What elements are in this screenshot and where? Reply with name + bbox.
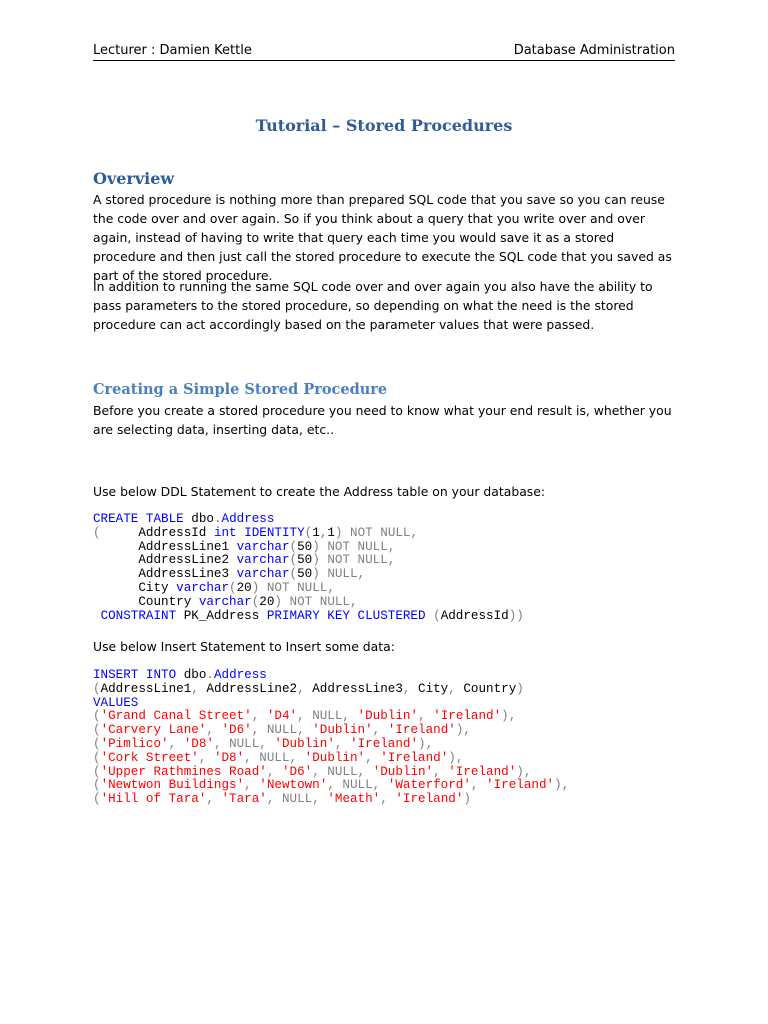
code-token: , — [297, 681, 305, 696]
code-token: 50 — [297, 539, 313, 554]
code-token: dbo — [176, 668, 207, 682]
code-token: NOT NULL, — [266, 580, 335, 595]
code-token: , NULL, — [312, 764, 373, 779]
code-token: PRIMARY KEY CLUSTERED — [266, 608, 426, 623]
code-token: ( — [251, 594, 260, 609]
insert-code-block — [93, 669, 693, 807]
code-token: , — [206, 723, 222, 738]
code-token: , — [334, 736, 351, 751]
code-token: varchar — [198, 594, 252, 609]
code-token: Address — [221, 512, 275, 526]
code-token: AddressId — [100, 525, 214, 540]
code-token: INTO — [145, 668, 177, 682]
code-token: ), — [448, 750, 464, 765]
code-token: , — [251, 709, 267, 724]
code-token: 'Ireland' — [380, 750, 449, 765]
code-token: dbo — [183, 512, 214, 526]
code-token: 'Newtwon Buildings' — [100, 778, 245, 793]
code-token — [138, 668, 146, 682]
code-line — [93, 595, 358, 609]
code-line — [93, 751, 463, 765]
code-token: , — [448, 681, 456, 696]
code-token: 'Dublin' — [304, 750, 366, 765]
code-token: varchar — [236, 553, 290, 568]
code-token: 1 — [312, 525, 320, 540]
code-token: ), — [554, 778, 570, 793]
code-token: ( — [93, 778, 101, 793]
code-token: ( — [93, 792, 101, 807]
code-token: , NULL, — [213, 736, 275, 751]
code-line — [93, 709, 516, 723]
code-token: , — [198, 750, 214, 765]
code-token: AddressLine3 — [304, 681, 403, 696]
code-token: AddressId — [440, 608, 509, 623]
code-token: 50 — [297, 567, 313, 582]
code-token: 'Dublin' — [274, 736, 335, 751]
code-token: 'Ireland' — [433, 709, 502, 724]
code-token: ( — [304, 525, 313, 540]
code-token: varchar — [236, 539, 290, 554]
code-token: . — [213, 512, 222, 526]
code-token: AddressLine3 — [93, 567, 237, 582]
code-token: ( — [93, 525, 101, 540]
code-token: 20 — [259, 594, 275, 609]
code-token: City — [93, 580, 177, 595]
code-token: ) — [312, 567, 320, 582]
code-token: , — [433, 764, 449, 779]
code-token: 'Dublin' — [357, 709, 419, 724]
code-token: ( — [289, 567, 298, 582]
code-token: 'Newtown' — [259, 778, 328, 793]
code-token: 'D8' — [183, 736, 214, 751]
ddl-code-block — [93, 513, 693, 623]
code-token: 'D6' — [281, 764, 313, 779]
code-token: , — [244, 778, 260, 793]
code-token: ( — [289, 539, 298, 554]
code-token: ( — [93, 736, 101, 751]
code-token: , — [470, 778, 487, 793]
code-token: INSERT — [93, 668, 139, 682]
code-token: 'Waterford' — [387, 778, 471, 793]
code-token: , NULL, — [251, 723, 313, 738]
overview-paragraph-1: A stored procedure is nothing more than prepared SQL code that you save so you can reuse the code over and over again. So if you think about a query that you write over and over again, instead of having to write that query each time you would save it as a stored procedure and then just call the stored procedure to execute the SQL code that you saved as part of the stored procedure. — [93, 192, 672, 283]
code-token: 'Hill of Tara' — [100, 792, 207, 807]
code-token: AddressLine1 — [100, 681, 192, 696]
creating-paragraph: Before you create a stored procedure you need to know what your end result is, whether you are selecting data, inserting data, etc.. — [93, 403, 672, 437]
code-token: , — [266, 764, 282, 779]
code-line — [93, 567, 365, 581]
code-token: ( — [93, 723, 101, 738]
code-token: , — [319, 525, 328, 540]
code-token: ( — [289, 553, 298, 568]
code-token: 'Ireland' — [486, 778, 555, 793]
code-token: 'Ireland' — [395, 792, 464, 807]
code-token: ), — [516, 764, 532, 779]
code-token: VALUES — [93, 695, 139, 710]
code-token: City — [410, 681, 449, 696]
code-token: CREATE — [93, 512, 139, 526]
code-line — [93, 778, 569, 792]
code-token: 'Ireland' — [350, 736, 419, 751]
code-token — [93, 609, 101, 623]
code-token: ( — [93, 764, 101, 779]
code-token: ( — [229, 580, 237, 595]
code-token: ( — [93, 709, 101, 724]
code-token: 50 — [297, 553, 313, 568]
code-token: varchar — [236, 567, 290, 582]
overview-heading: Overview — [93, 169, 175, 188]
code-token: ), — [455, 723, 471, 738]
code-token: 'Meath' — [327, 792, 381, 807]
code-token: 'Grand Canal Street' — [100, 709, 252, 724]
code-token: varchar — [176, 580, 230, 595]
code-token: 'Ireland' — [448, 764, 517, 779]
code-token: 'D8' — [213, 750, 245, 765]
code-token: , NULL, — [244, 750, 305, 765]
code-line — [93, 512, 274, 526]
code-token: AddressLine1 — [93, 539, 237, 554]
code-token: 1 — [327, 525, 335, 540]
code-token: , — [380, 792, 396, 807]
code-token — [342, 526, 350, 540]
code-token: NULL, — [327, 567, 366, 582]
code-token: AddressLine2 — [198, 681, 298, 696]
code-line — [93, 682, 524, 696]
code-token: TABLE — [145, 512, 184, 526]
code-token: Country — [455, 681, 517, 696]
code-token: , — [418, 709, 434, 724]
code-line — [93, 723, 471, 737]
code-token: AddressLine2 — [93, 553, 237, 568]
code-line — [93, 737, 433, 751]
code-token: , — [168, 736, 184, 751]
code-token: ), — [418, 736, 434, 751]
code-line — [93, 553, 395, 567]
code-token: 'Tara' — [221, 792, 267, 807]
code-token — [426, 609, 434, 623]
code-line — [93, 581, 335, 595]
overview-paragraph-2: In addition to running the same SQL code over and over again you also have the ability to pass parameters to the stored procedure, so depending on what the need is the stored procedure can act accordingly based on the parameter values that were passed. — [93, 279, 653, 332]
page-header — [93, 42, 675, 61]
code-token: ( — [433, 608, 441, 623]
header-course: Database Administration — [513, 43, 675, 58]
code-token: NOT NULL, — [289, 594, 358, 609]
code-token: ) — [312, 553, 320, 568]
insert-intro: Use below Insert Statement to Insert some data: — [93, 639, 395, 654]
code-token: NOT NULL, — [350, 525, 419, 540]
code-token: ) — [274, 594, 282, 609]
code-token: ) — [463, 792, 471, 807]
code-token: , NULL, — [297, 709, 358, 724]
code-token: 'D4' — [266, 709, 298, 724]
code-token: 'Pimlico' — [100, 736, 169, 751]
code-token: 'D6' — [221, 723, 252, 738]
code-token: . — [206, 668, 214, 682]
code-token: , — [206, 792, 222, 807]
code-token: ), — [501, 709, 517, 724]
code-token: 'Cork Street' — [100, 750, 199, 765]
ddl-intro: Use below DDL Statement to create the Address table on your database: — [93, 484, 546, 499]
code-token: ( — [93, 681, 101, 696]
code-token: ) — [334, 525, 343, 540]
code-token: NOT NULL, — [327, 539, 396, 554]
code-line — [93, 609, 524, 623]
code-token: , — [365, 750, 381, 765]
code-line — [93, 526, 418, 540]
code-token: )) — [508, 608, 524, 623]
code-token: , NULL, — [266, 792, 328, 807]
code-token: NOT NULL, — [327, 553, 396, 568]
code-token: ) — [516, 681, 524, 696]
code-line — [93, 696, 138, 710]
code-token: int — [213, 525, 237, 540]
code-token: Country — [93, 594, 199, 609]
code-line — [93, 540, 395, 554]
code-token: PK_Address — [176, 608, 267, 623]
code-token: , NULL, — [327, 778, 388, 793]
code-line — [93, 765, 531, 779]
code-token: IDENTITY — [244, 525, 305, 540]
code-token: , — [372, 723, 388, 738]
code-line — [93, 668, 267, 682]
code-token — [138, 512, 146, 526]
code-token: 'Carvery Lane' — [100, 723, 207, 738]
code-token: 20 — [236, 580, 252, 595]
code-token: ) — [312, 539, 320, 554]
code-token: , — [402, 681, 411, 696]
code-token: 'Dublin' — [312, 723, 373, 738]
creating-heading: Creating a Simple Stored Procedure — [93, 381, 388, 398]
code-token: 'Ireland' — [387, 723, 456, 738]
code-token: 'Dublin' — [372, 764, 434, 779]
code-token — [259, 581, 267, 595]
code-token: 'Upper Rathmines Road' — [100, 764, 267, 779]
code-token: ) — [251, 580, 260, 595]
code-line — [93, 792, 471, 806]
code-token: CONSTRAINT — [100, 608, 177, 623]
code-token: , — [191, 681, 199, 696]
document-title: Tutorial – Stored Procedures — [255, 116, 513, 135]
code-token: ( — [93, 750, 101, 765]
header-lecturer: Lecturer : Damien Kettle — [93, 43, 252, 58]
code-token: Address — [213, 668, 267, 682]
code-token — [282, 595, 290, 609]
